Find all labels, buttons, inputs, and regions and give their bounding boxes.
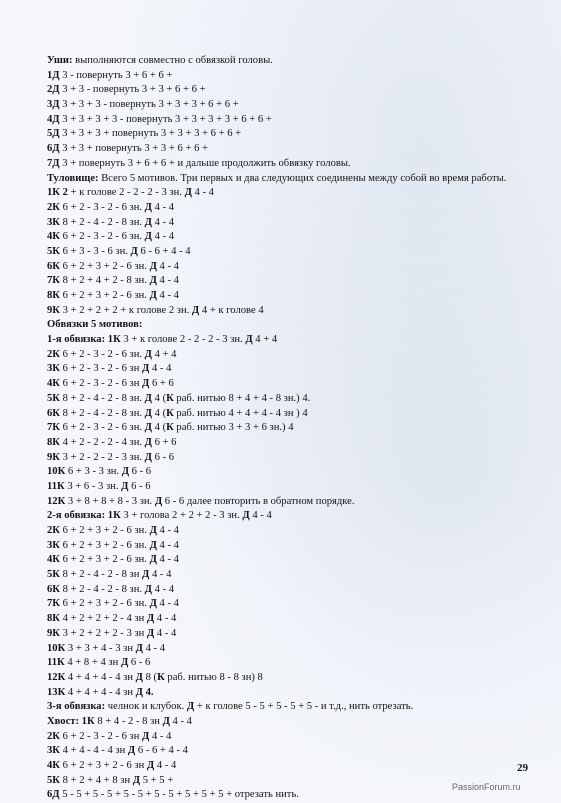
instruction-text: 4 + 4 - 4 - 4 зн (59, 745, 128, 757)
bold-label: 2К (47, 201, 60, 213)
instruction-text: + к голове 5 - 5 + 5 - 5 + 5 - и т.д., нить отрезать. (194, 701, 414, 713)
bold-label: 10К (47, 466, 66, 478)
bold-label: Уши: (47, 55, 73, 66)
text-line (47, 583, 547, 598)
pattern-text (47, 54, 547, 803)
text-line (47, 127, 547, 142)
instruction-text: 4 - 4 (142, 642, 166, 654)
bold-label: Д (149, 525, 157, 536)
bold-label: Д (149, 539, 157, 551)
instruction-text: 6 + 2 - 3 - 2 - 6 зн (59, 363, 143, 375)
bold-label: Д (142, 363, 150, 375)
instruction-text: 3 + повернуть 3 + 6 + 6 + и дальше продолжить обвязку головы. (59, 157, 351, 169)
bold-label: 5К (47, 774, 60, 786)
instruction-text: 3 + 2 + 2 + 2 + к голове 2 зн. (59, 304, 192, 316)
instruction-text: 6 + 2 - 3 - 2 - 6 зн. (59, 201, 145, 213)
bold-label: 5К (47, 245, 60, 257)
instruction-text: 6 + 2 + 3 + 2 - 6 зн. (59, 598, 150, 610)
instruction-text: 3 + 3 + 3 + 3 - повернуть 3 + 3 + 3 + 3 + 6 + 6 + (59, 113, 272, 125)
instruction-text: 6 + 2 - 3 - 2 - 6 зн. (59, 348, 145, 360)
instruction-text: 3 + 3 + 4 - 3 зн (65, 642, 136, 654)
text-line (47, 715, 547, 730)
text-line (47, 642, 547, 657)
instruction-text: 6 - 6 далее повторить в обратном порядке. (162, 495, 355, 507)
instruction-text: 6 + 6 (149, 378, 174, 390)
bold-label: Д (144, 583, 152, 595)
instruction-text: 6 - 6 (128, 480, 151, 492)
text-line (47, 157, 547, 172)
bold-label: 12К (47, 495, 66, 507)
instruction-text: 6 + 2 - 3 - 2 - 6 зн (59, 378, 143, 390)
text-line (47, 568, 547, 583)
bold-label: Д (149, 290, 157, 301)
text-line (47, 392, 547, 407)
instruction-text: 3 + 3 - повернуть 3 + 3 + 6 + 6 + (59, 84, 206, 96)
bold-label: 1К 2 (47, 187, 68, 199)
bold-label: 3К (47, 745, 60, 757)
instruction-text: 6 + 3 - 3 зн. (65, 466, 122, 478)
bold-label: Д (135, 642, 143, 654)
bold-label: К (157, 671, 165, 683)
bold-label: 3-я обвязка: (47, 701, 106, 713)
bold-label: 1-я обвязка: 1К (47, 334, 121, 346)
instruction-text: 8 + 2 - 4 - 2 - 8 зн. (59, 392, 145, 404)
instruction-text: 4 - 4 (156, 275, 179, 287)
instruction-text: 4 ( (151, 407, 167, 419)
bold-label: 3К (47, 539, 60, 551)
text-line (47, 407, 547, 422)
instruction-text: выполняются совместно с обвязкой головы. (72, 55, 273, 66)
text-line (47, 69, 547, 84)
text-line (47, 671, 547, 686)
instruction-text: 3 + 3 + 3 - повернуть 3 + 3 + 3 + 6 + 6 + (59, 99, 239, 111)
text-line (47, 348, 547, 363)
instruction-text: 8 ( (142, 671, 158, 683)
text-line (47, 245, 547, 260)
text-line (47, 627, 547, 642)
bold-label: Хвост: 1К (47, 715, 95, 727)
text-line (47, 216, 547, 231)
bold-label: 9К (47, 451, 60, 463)
text-line (47, 539, 547, 554)
instruction-text: раб. нитью 8 - 8 зн) 8 (164, 671, 263, 683)
bold-label: 2-я обвязка: 1К (47, 510, 121, 522)
bold-label: Д (149, 260, 157, 272)
text-line (47, 700, 547, 715)
bold-label: Д (132, 774, 141, 786)
bold-label: 6Д (47, 143, 60, 155)
bold-label: Д (144, 407, 152, 419)
bold-label: Д (144, 392, 152, 404)
instruction-text: 4 + к голове 4 (199, 304, 264, 316)
instruction-text: 6 + 2 + 3 + 2 - 6 зн. (59, 554, 150, 566)
bold-label: 7Д (47, 157, 60, 169)
text-line (47, 480, 547, 495)
bold-label: К (166, 392, 174, 404)
bold-label: 3К (47, 363, 60, 375)
bold-label: Обвязки 5 мотивов: (47, 319, 143, 331)
bold-label: 8К (47, 290, 60, 301)
bold-label: Д (127, 745, 136, 757)
instruction-text: 6 + 3 - 3 - 6 зн. (59, 245, 131, 257)
bold-label: Д (120, 657, 129, 669)
instruction-text: 6 - 6 (128, 657, 151, 669)
bold-label: Д (242, 510, 250, 522)
bold-label: Д (144, 436, 152, 448)
instruction-text: 3 + 3 + 3 + повернуть 3 + 3 + 3 + 6 + 6 + (59, 128, 242, 140)
instruction-text: 8 + 2 - 4 - 2 - 8 зн. (59, 216, 145, 228)
bold-label: 6К (47, 407, 60, 419)
bold-label: 9К (47, 627, 60, 639)
instruction-text: 4 + 2 + 2 + 2 - 4 зн (59, 613, 147, 625)
instruction-text: раб. нитью 8 + 4 + 4 - 8 зн.) 4. (173, 392, 311, 404)
bold-label: 2К (47, 348, 60, 360)
instruction-text: 6 + 2 + 3 + 2 - 6 зн (59, 760, 147, 771)
text-line (47, 436, 547, 451)
bold-label: К (166, 422, 174, 434)
bold-label: 7К (47, 598, 60, 610)
bold-label: 6К (47, 583, 60, 595)
text-line (47, 260, 547, 275)
instruction-text: 6 + 2 + 3 + 2 - 6 зн. (59, 525, 150, 536)
bold-label: 2К (47, 730, 60, 742)
page-number: 29 (517, 762, 528, 774)
text-line (47, 759, 547, 774)
bold-label: Д (191, 304, 200, 316)
instruction-text: 6 - 6 + 4 - 4 (137, 245, 191, 257)
bold-label: Д (121, 480, 129, 492)
instruction-text: 8 + 2 - 4 - 2 - 8 зн. (59, 583, 145, 595)
instruction-text: 6 + 2 - 3 - 2 - 6 зн. (59, 231, 145, 243)
text-line (47, 98, 547, 113)
bold-label: Д (135, 671, 143, 683)
instruction-text: 4 - 4 (191, 187, 214, 199)
instruction-text: 3 + к голове 2 - 2 - 2 - 3 зн. (120, 334, 246, 346)
bold-label: 2Д (47, 84, 60, 96)
bold-label: Д (186, 701, 195, 713)
text-line (47, 142, 547, 157)
instruction-text: 4 + 2 - 2 - 2 - 4 зн. (59, 436, 145, 448)
bold-label: 4К (47, 378, 60, 390)
bold-label: 3К (47, 216, 60, 228)
text-line (47, 744, 547, 759)
instruction-text: 4 - 4 (156, 260, 179, 272)
instruction-text: 4 - 4 (154, 760, 177, 771)
instruction-text: 4 - 4 (151, 216, 175, 228)
bold-label: Д (245, 334, 253, 346)
bold-label: Д (144, 231, 152, 243)
instruction-text: + к голове 2 - 2 - 2 - 3 зн. (67, 187, 185, 199)
bold-label: Д (149, 554, 157, 566)
bold-label: 11К (47, 480, 65, 492)
instruction-text: 3 + 2 - 2 - 2 - 3 зн. (59, 451, 145, 463)
text-line (47, 451, 547, 466)
bold-label: Д (144, 201, 152, 213)
bold-label: 2К (47, 525, 60, 536)
bold-label: 9К (47, 304, 60, 316)
instruction-text: 6 + 2 - 3 - 2 - 6 зн (59, 730, 143, 742)
instruction-text: 4 - 4 (154, 613, 177, 625)
bold-label: Д (121, 466, 130, 478)
instruction-text: 4 + 8 + 4 зн (64, 657, 121, 669)
bold-label: 5Д (47, 128, 60, 140)
instruction-text: 4 ( (151, 422, 167, 434)
bold-label: 5К (47, 392, 60, 404)
instruction-text: 3 + голова 2 + 2 + 2 - 3 зн. (120, 510, 243, 522)
instruction-text: 6 + 2 - 3 - 2 - 6 зн. (59, 422, 145, 434)
instruction-text: 4 - 4 (149, 363, 172, 375)
instruction-text: 4 + 4 (252, 334, 278, 346)
text-line (47, 377, 547, 392)
bold-label: Д (162, 715, 170, 727)
instruction-text: 4 - 4 (149, 730, 172, 742)
instruction-text: 3 - повернуть 3 + 6 + 6 + (59, 69, 173, 81)
bold-label: Д (130, 245, 138, 257)
bold-label: 11К (47, 657, 65, 669)
instruction-text: 3 + 8 + 8 + 8 - 3 зн. (65, 495, 155, 507)
bold-label: 8К (47, 436, 60, 448)
site-watermark: PassionForum.ru (452, 782, 521, 792)
bold-label: 6К (47, 260, 60, 272)
bold-label: Д (146, 627, 155, 639)
instruction-text: 8 + 2 + 4 + 8 зн (59, 774, 133, 786)
bold-label: 7К (47, 275, 60, 287)
bold-label: Д (142, 569, 150, 581)
bold-label: Д (144, 348, 152, 360)
bold-label: 1Д (47, 69, 60, 81)
instruction-text: 6 + 2 + 3 + 2 - 6 зн. (59, 539, 150, 551)
text-line (47, 54, 547, 69)
instruction-text: раб. нитью 4 + 4 + 4 - 4 зн ) 4 (173, 407, 308, 419)
instruction-text: 3 + 6 - 3 зн. (64, 480, 122, 492)
text-line (47, 289, 547, 304)
instruction-text: 5 + 5 + (140, 774, 174, 786)
text-line (47, 465, 547, 480)
instruction-text: 4 - 4 (156, 525, 179, 536)
instruction-text: 4 + 4 + 4 - 4 зн (65, 671, 136, 683)
text-line (47, 274, 547, 289)
instruction-text: 8 + 2 + 4 + 2 - 8 зн. (59, 275, 150, 287)
text-line (47, 612, 547, 627)
text-line (47, 597, 547, 612)
bold-label: 4К (47, 231, 60, 243)
text-line (47, 333, 547, 348)
instruction-text: 4 - 4 (156, 598, 179, 610)
text-line (47, 553, 547, 568)
instruction-text: 3 + 2 + 2 + 2 - 3 зн (59, 627, 147, 639)
instruction-text: 4 - 4 (151, 231, 175, 243)
instruction-text: 4 ( (151, 392, 167, 404)
text-line (47, 318, 547, 333)
instruction-text: 8 + 2 - 4 - 2 - 8 зн (59, 569, 143, 581)
bold-label: 8К (47, 613, 60, 625)
bold-label: 4Д (47, 113, 60, 125)
instruction-text: 4 - 4 (156, 554, 179, 566)
bold-label: Д (142, 730, 150, 742)
bold-label: Д (149, 275, 157, 287)
bold-label: Д (154, 495, 163, 507)
bold-label: Д (149, 598, 157, 610)
text-line (47, 421, 547, 436)
instruction-text: 4 - 4 (149, 569, 172, 581)
bold-label: 7К (47, 422, 60, 434)
instruction-text: 4 - 4 (156, 539, 179, 551)
bold-label: Д (142, 378, 150, 390)
text-line (47, 201, 547, 216)
instruction-text: 6 - 6 (151, 451, 175, 463)
text-line (47, 730, 547, 745)
instruction-text: 4 + 4 (151, 348, 177, 360)
instruction-text: Всего 5 мотивов. Три первых и два следующих соединены между собой во время работы. (98, 172, 507, 184)
bold-label: Д (144, 216, 152, 228)
text-line (47, 186, 547, 201)
bold-label: Д (184, 187, 192, 199)
instruction-text: раб. нитью 3 + 3 + 6 зн.) 4 (173, 422, 294, 434)
bold-label: 3Д (47, 99, 60, 111)
bold-label: 13К (47, 686, 66, 698)
instruction-text: 4 - 4 (154, 627, 177, 639)
instruction-text: 3 + 3 + повернуть 3 + 3 + 6 + 6 + (59, 143, 208, 155)
bold-label: К (166, 407, 174, 419)
instruction-text: 6 - 6 + 4 - 4 (135, 745, 188, 757)
bold-label: Д (146, 760, 155, 771)
instruction-text: 6 - 6 (129, 466, 152, 478)
text-line (47, 230, 547, 245)
instruction-text: 8 + 4 - 2 - 8 зн (94, 715, 163, 727)
instruction-text: 4 - 4 (169, 715, 192, 727)
instruction-text: челнок и клубок. (105, 701, 187, 713)
instruction-text: 8 + 2 - 4 - 2 - 8 зн. (59, 407, 145, 419)
text-line (47, 686, 547, 701)
text-line (47, 509, 547, 524)
instruction-text: 5 - 5 + 5 - 5 + 5 - 5 + 5 - 5 + 5 + 5 + 5 + отрезать нить. (59, 789, 299, 801)
text-line (47, 495, 547, 510)
text-line (47, 172, 547, 187)
instruction-text: 6 + 2 + 3 + 2 - 6 зн. (59, 290, 150, 301)
text-line (47, 656, 547, 671)
bold-label: 5К (47, 569, 60, 581)
bold-label: Д (146, 613, 155, 625)
bold-label: 10К (47, 642, 66, 654)
bold-label: Д 4. (135, 686, 154, 698)
bold-label: Туловище: (47, 172, 99, 184)
text-line (47, 362, 547, 377)
bold-label: Д (144, 451, 152, 463)
instruction-text: 4 - 4 (156, 290, 179, 301)
bold-label: 6Д (47, 789, 60, 801)
instruction-text: 4 - 4 (249, 510, 272, 522)
instruction-text: 6 + 2 + 3 + 2 - 6 зн. (59, 260, 150, 272)
text-line (47, 83, 547, 98)
instruction-text: 4 + 4 + 4 - 4 зн (65, 686, 136, 698)
bold-label: 12К (47, 671, 66, 683)
text-line (47, 304, 547, 319)
bold-label: 4К (47, 554, 60, 566)
bold-label: Д (144, 422, 152, 434)
instruction-text: 6 + 6 (151, 436, 177, 448)
instruction-text: 4 - 4 (151, 583, 175, 595)
text-line (47, 113, 547, 128)
text-line (47, 524, 547, 539)
bold-label: 4К (47, 760, 60, 771)
instruction-text: 4 - 4 (151, 201, 175, 213)
